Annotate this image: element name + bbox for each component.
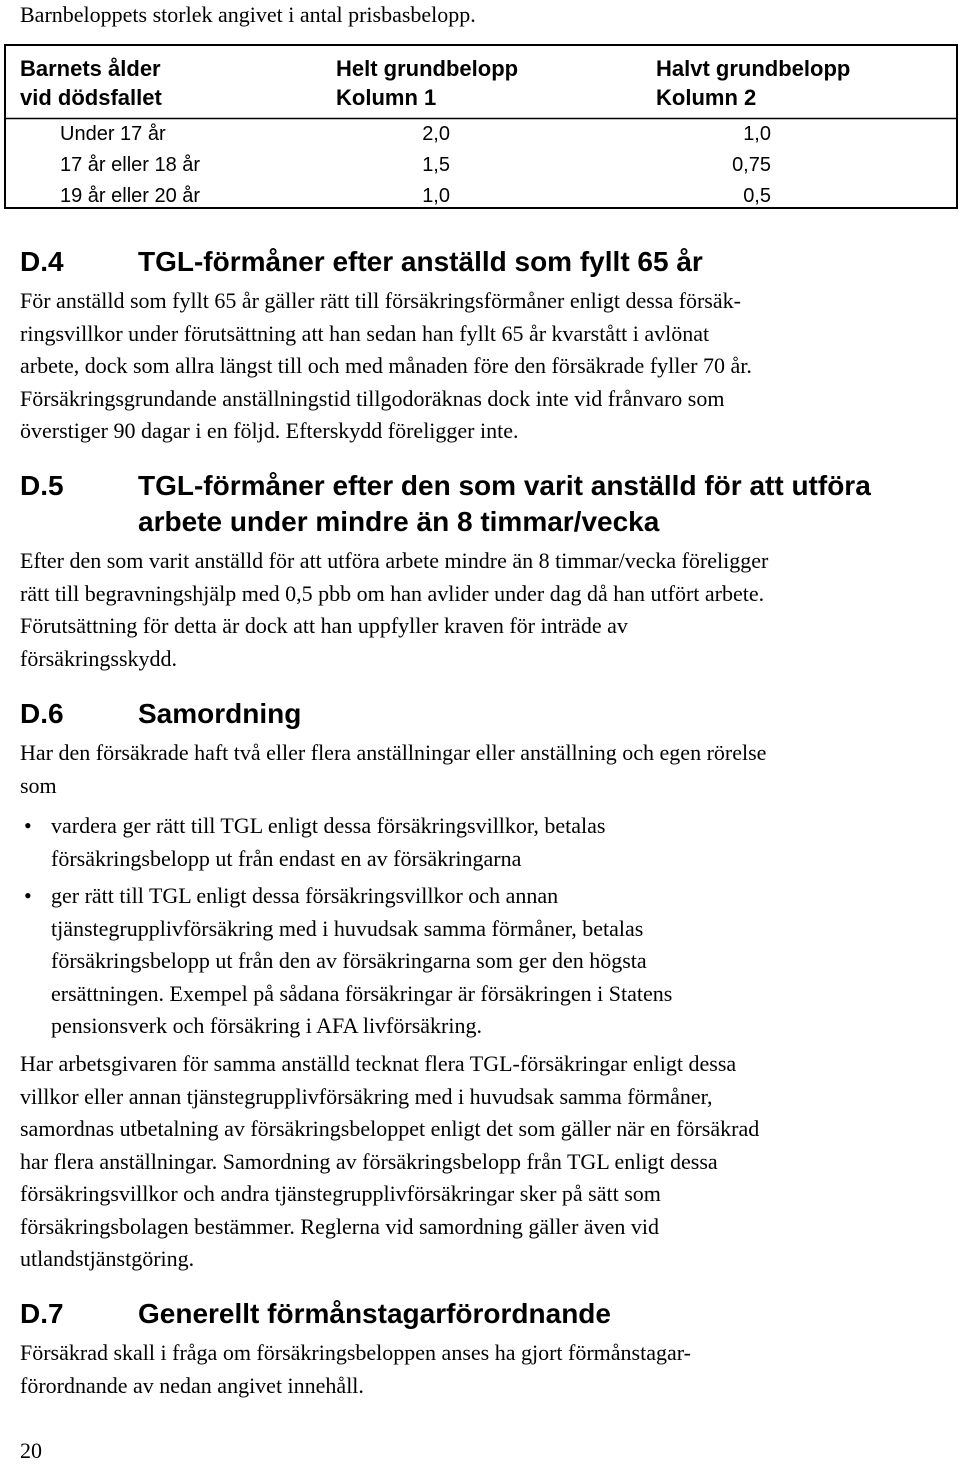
text-line: försäkringsbolagen bestämmer. Reglerna vid samordning gäller även vid <box>20 1213 660 1239</box>
section-number: D.4 <box>20 246 64 277</box>
text-line: Försäkrad skall i fråga om försäkringsbeloppen anses ha gjort förmånstagar- <box>20 1340 691 1365</box>
table-cell-column-1: 1,0 <box>422 185 450 207</box>
table-cell-column-2: 0,5 <box>743 185 771 207</box>
table-header-column-1 <box>336 54 518 112</box>
table-header-line: Kolumn 2 <box>656 85 757 110</box>
text-line: försäkringsbelopp ut från endast en av försäkringarna <box>51 845 522 871</box>
table-header-line: Barnets ålder <box>20 56 161 81</box>
page-number: 20 <box>20 1438 42 1463</box>
text-line: överstiger 90 dagar i en följd. Efterskydd föreligger inte. <box>20 418 519 443</box>
section-d7-body <box>20 1337 945 1402</box>
list-item-text <box>51 880 911 1043</box>
text-line: samordnas utbetalning av försäkringsbeloppet enligt det som gäller när en försäkrad <box>20 1116 760 1141</box>
table-header-age <box>20 54 162 112</box>
section-title <box>138 468 871 540</box>
table-cell-column-1: 1,5 <box>422 154 450 176</box>
section-number: D.5 <box>20 470 64 501</box>
text-line: ringsvillkor under förutsättning att han sedan han fyllt 65 år kvarstått i avlönat <box>20 320 710 346</box>
list-item-text <box>51 810 911 875</box>
table-cell-column-2: 0,75 <box>732 154 771 176</box>
text-line: försäkringsvillkor och andra tjänstegrupplivförsäkringar sker på sätt som <box>20 1181 661 1206</box>
text-line: För anställd som fyllt 65 år gäller rätt till försäkringsförmåner enligt dessa försäk- <box>20 288 741 313</box>
text-line: försäkringsskydd. <box>20 645 178 671</box>
bullet-icon: • <box>24 883 32 908</box>
text-line: som <box>20 772 57 798</box>
text-line: Efter den som varit anställd för att utföra arbete mindre än 8 timmar/vecka föreligger <box>20 548 769 573</box>
table-cell-column-1: 2,0 <box>422 123 450 145</box>
table-cell-age: 19 år eller 20 år <box>60 185 201 207</box>
text-line: ger rätt till TGL enligt dessa försäkringsvillkor och annan <box>51 883 559 908</box>
table-header-column-2 <box>656 54 850 112</box>
section-title: TGL-förmåner efter anställd som fyllt 65 år <box>138 246 703 277</box>
bullet-icon: • <box>24 813 32 838</box>
table-cell-column-2: 1,0 <box>743 123 771 145</box>
intro-text: Barnbeloppets storlek angivet i antal prisbasbelopp. <box>20 2 476 27</box>
text-line: Förutsättning för detta är dock att han uppfyller kraven för inträde av <box>20 613 628 638</box>
text-line: pensionsverk och försäkring i AFA livförsäkring. <box>51 1013 482 1038</box>
table-header-line: Kolumn 1 <box>336 85 437 110</box>
child-amount-table <box>4 44 958 209</box>
text-line: villkor eller annan tjänstegrupplivförsäkring med i huvudsak samma förmåner, <box>20 1083 713 1109</box>
section-d5-body <box>20 545 945 675</box>
table-header-line: Helt grundbelopp <box>336 56 519 81</box>
text-line: har flera anställningar. Samordning av försäkringsbelopp från TGL enligt dessa <box>20 1148 718 1174</box>
text-line: vardera ger rätt till TGL enligt dessa försäkringsvillkor, betalas <box>51 813 606 838</box>
table-header-line: Halvt grundbelopp <box>656 56 851 81</box>
text-line: rätt till begravningshjälp med 0,5 pbb om han avlider under dag då han utfört arbete. <box>20 580 765 606</box>
section-number: D.6 <box>20 698 64 729</box>
section-d6-closing <box>20 1048 945 1276</box>
text-line: arbete, dock som allra längst till och med månaden före den försäkrade fyller 70 år. <box>20 353 752 378</box>
section-heading-d6 <box>20 696 301 732</box>
table-cell-age: Under 17 år <box>60 123 166 145</box>
section-heading-d7 <box>20 1296 611 1332</box>
text-line: utlandstjänstgöring. <box>20 1246 195 1271</box>
text-line: försäkringsbelopp ut från den av försäkringarna som ger den högsta <box>51 948 647 973</box>
section-number: D.7 <box>20 1298 64 1329</box>
text-line: Har arbetsgivaren för samma anställd tecknat flera TGL-försäkringar enligt dessa <box>20 1051 737 1076</box>
section-d6-intro <box>20 737 945 802</box>
section-heading-d4 <box>20 244 703 280</box>
table-cell-age: 17 år eller 18 år <box>60 154 201 176</box>
text-line: Har den försäkrade haft två eller flera anställningar eller anställning och egen rörelse <box>20 740 767 765</box>
section-title: Generellt förmånstagarförordnande <box>138 1298 611 1329</box>
section-title-line: arbete under mindre än 8 timmar/vecka <box>138 506 660 537</box>
text-line: Försäkringsgrundande anställningstid tillgodoräknas dock inte vid frånvaro som <box>20 385 725 411</box>
section-title: Samordning <box>138 698 302 729</box>
text-line: förordnande av nedan angivet innehåll. <box>20 1372 364 1398</box>
table-header-line: vid dödsfallet <box>20 85 162 110</box>
section-d4-body <box>20 285 945 448</box>
text-line: ersättningen. Exempel på sådana försäkringar är försäkringen i Statens <box>51 980 673 1006</box>
section-heading-d5 <box>20 468 871 540</box>
text-line: tjänstegrupplivförsäkring med i huvudsak samma förmåner, betalas <box>51 915 644 941</box>
section-title-line: TGL-förmåner efter den som varit anställd för att utföra <box>138 470 871 501</box>
